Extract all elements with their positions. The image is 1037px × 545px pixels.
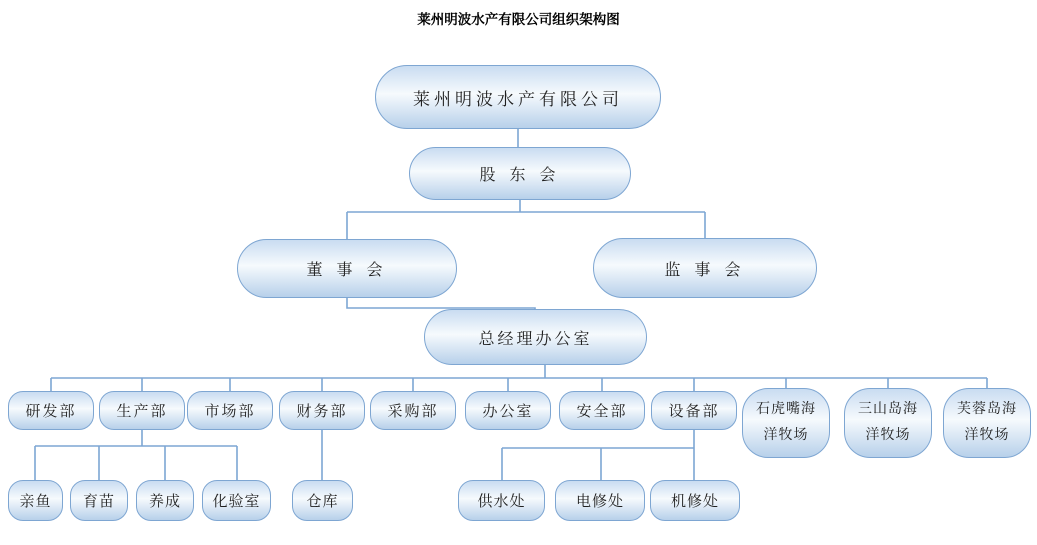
node-ranch-sanshandao: 三山岛海洋牧场 bbox=[844, 388, 932, 458]
node-laboratory: 化验室 bbox=[202, 480, 271, 521]
node-board-of-directors: 董 事 会 bbox=[237, 239, 457, 298]
node-seedling: 育苗 bbox=[70, 480, 128, 521]
node-ranch-furongdao: 芙蓉岛海洋牧场 bbox=[943, 388, 1031, 458]
node-electrical-repair: 电修处 bbox=[555, 480, 645, 521]
connector-production-subs bbox=[35, 430, 237, 480]
node-warehouse: 仓库 bbox=[292, 480, 353, 521]
chart-title: 莱州明波水产有限公司组织架构图 bbox=[417, 12, 620, 27]
node-ranch-shihuzui: 石虎嘴海洋牧场 bbox=[742, 388, 830, 458]
node-mechanical-repair: 机修处 bbox=[650, 480, 740, 521]
node-broodstock: 亲鱼 bbox=[8, 480, 63, 521]
node-dept-marketing: 市场部 bbox=[187, 391, 273, 430]
connector-equipment-subs bbox=[502, 430, 694, 480]
node-shareholders-meeting: 股 东 会 bbox=[409, 147, 631, 200]
connector-shareholders-split bbox=[347, 200, 705, 239]
node-water-supply: 供水处 bbox=[458, 480, 545, 521]
node-dept-rd: 研发部 bbox=[8, 391, 94, 430]
node-company: 莱州明波水产有限公司 bbox=[375, 65, 661, 129]
node-gm-office: 总经理办公室 bbox=[424, 309, 647, 365]
node-dept-purchasing: 采购部 bbox=[370, 391, 456, 430]
node-dept-office: 办公室 bbox=[465, 391, 551, 430]
node-dept-safety: 安全部 bbox=[559, 391, 645, 430]
node-growout: 养成 bbox=[136, 480, 194, 521]
connector-gmoffice-departments bbox=[51, 365, 987, 391]
node-dept-production: 生产部 bbox=[99, 391, 185, 430]
node-dept-equipment: 设备部 bbox=[651, 391, 737, 430]
node-dept-finance: 财务部 bbox=[279, 391, 365, 430]
node-supervisory-board: 监 事 会 bbox=[593, 238, 817, 298]
